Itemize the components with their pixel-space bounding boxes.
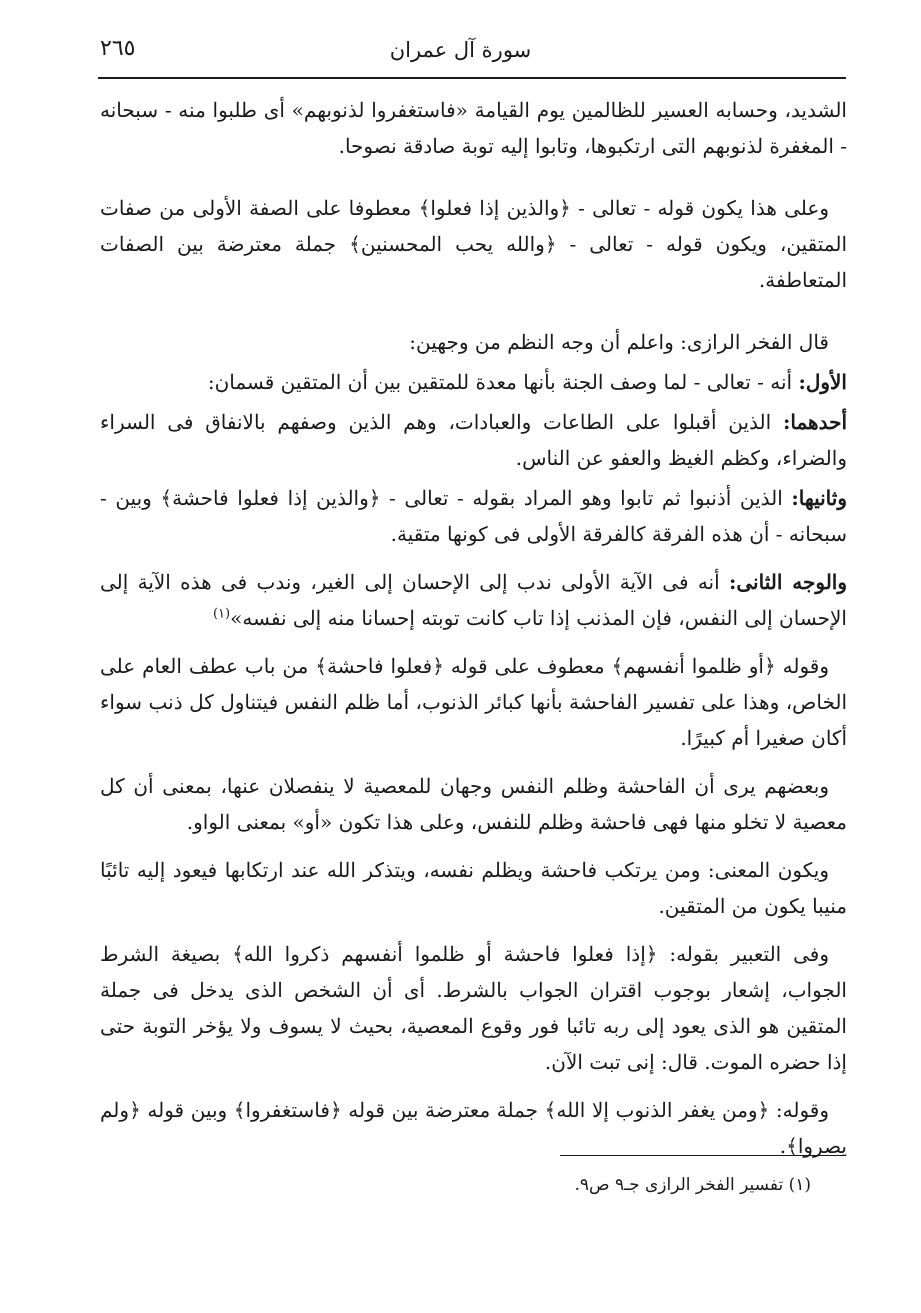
- paragraph: ويكون المعنى: ومن يرتكب فاحشة ويظلم نفسه، ويتذكر الله عند ارتكابها فيعود إليه تائبًا منيبا يكون من المتقين.: [100, 858, 847, 918]
- paragraph: وثانيها: الذين أذنبوا ثم تابوا وهو المراد بقوله - تعالى - ﴿والذين إذا فعلوا فاحشة﴾ وبين - سبحانه - أن هذه الفرقة كالفرقة الأولى فى كونها متقية.: [100, 486, 847, 546]
- paragraph: وعلى هذا يكون قوله - تعالى - ﴿والذين إذا فعلوا﴾ معطوفا على الصفة الأولى من صفات المتقين، ويكون قوله - تعالى - ﴿والله يحب المحسنين﴾ جملة معترضة بين الصفات المتعاطفة.: [100, 196, 847, 292]
- footnote-divider: [560, 1155, 846, 1156]
- footnote: (١) تفسير الفخر الرازى جـ٩ ص٩.: [574, 1175, 811, 1195]
- paragraph-lead: الأول:: [798, 370, 847, 394]
- paragraph-lead: وثانيها:: [791, 486, 847, 510]
- page-body: [100, 92, 847, 1176]
- running-header: سورة آل عمران: [389, 38, 532, 62]
- paragraph: وقوله: ﴿ومن يغفر الذنوب إلا الله﴾ جملة معترضة بين قوله ﴿فاستغفروا﴾ وبين قوله ﴿ولم يصروا﴾.: [100, 1098, 847, 1158]
- paragraph: وبعضهم يرى أن الفاحشة وظلم النفس وجهان للمعصية لا ينفصلان عنها، بمعنى أن كل معصية لا تخلو منها فهى فاحشة وظلم للنفس، وعلى هذا تكون «أو» بمعنى الواو.: [100, 774, 847, 834]
- paragraph-lead: أحدهما:: [783, 410, 848, 434]
- paragraph: أحدهما: الذين أقبلوا على الطاعات والعبادات، وهم الذين وصفهم بالانفاق فى السراء والضراء، وكظم الغيظ والعفو عن الناس.: [100, 410, 848, 470]
- paragraph: وقوله ﴿أو ظلموا أنفسهم﴾ معطوف على قوله ﴿فعلوا فاحشة﴾ من باب عطف العام على الخاص، وهذا على تفسير الفاحشة بأنها كبائر الذنوب، أما ظلم النفس فيتناول كل ذنب سواء أكان صغيرا أم كبيرًا.: [100, 654, 847, 750]
- paragraph: الشديد، وحسابه العسير للظالمين يوم القيامة «فاستغفروا لذنوبهم» أى طلبوا منه - سبحانه - المغفرة لذنوبهم التى ارتكبوها، وتابوا إليه توبة صادقة نصوحا.: [100, 98, 847, 158]
- paragraph: وفى التعبير بقوله: ﴿إذا فعلوا فاحشة أو ظلموا أنفسهم ذكروا الله﴾ بصيغة الشرط الجواب، إشعار بوجوب اقتران الجواب بالشرط. أى أن الشخص الذى يدخل فى جملة المتقين هو الذى يعود إلى ربه تائبا فور وقوع المعصية، بحيث لا يسوف ولا يؤخر التوبة حتى إذا حضره الموت. قال: إنى تبت الآن.: [100, 942, 847, 1074]
- header-divider: [98, 77, 846, 79]
- paragraph: والوجه الثانى: أنه فى الآية الأولى ندب إلى الإحسان إلى الغير، وندب فى هذه الآية إلى الإحسان إلى النفس، فإن المذنب إذا تاب كانت توبته إحسانا منه إلى نفسه»$^{(١)}$: [100, 570, 848, 630]
- paragraph: الأول: أنه - تعالى - لما وصف الجنة بأنها معدة للمتقين بين أن المتقين قسمان:: [207, 370, 847, 394]
- footnote-ref: (١): [212, 606, 231, 622]
- page-number: ٢٦٥: [100, 36, 136, 61]
- paragraph-lead: والوجه الثانى:: [728, 570, 848, 594]
- paragraph: قال الفخر الرازى: واعلم أن وجه النظم من وجهين:: [409, 330, 829, 354]
